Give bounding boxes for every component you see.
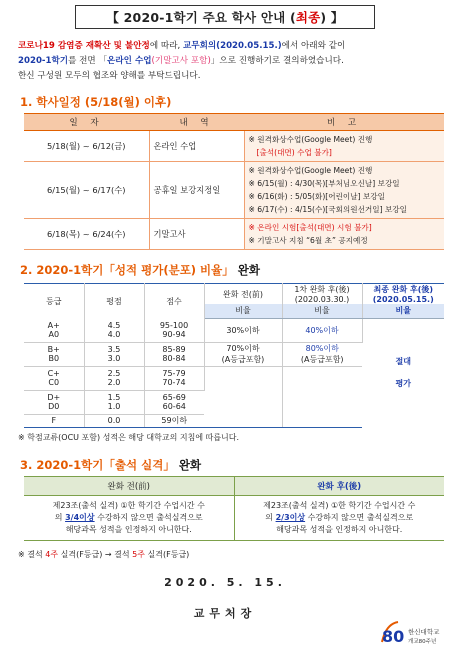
score-value: 95-100	[159, 320, 189, 330]
after-rule	[234, 495, 444, 540]
rule-line: 제23조(출석 실격) ①한 학기간 수업시간 수	[263, 500, 416, 510]
remark: ※ 기말고사 지침 “6월 초” 공지예정	[248, 236, 368, 245]
rule-text: 수강하지 않으면 출석실격으로	[305, 512, 414, 522]
final-ratio-1: 절대	[395, 356, 411, 366]
first-a-ratio: 40%이하	[282, 318, 362, 342]
attendance-table	[24, 476, 444, 541]
score-value: 59이하	[144, 414, 204, 427]
table-row	[24, 131, 444, 162]
rule-line	[241, 512, 439, 524]
logo-number: 80	[382, 627, 405, 646]
grade-value: B0	[48, 354, 60, 363]
section-sub: (5/18(월) 이후)	[84, 95, 172, 109]
title-suffix: ) 】	[320, 10, 344, 25]
point-value: 2.5	[107, 369, 121, 378]
ratio-label: 비율	[282, 304, 362, 318]
rule-text: 의	[54, 512, 66, 522]
col-score: 점수	[144, 284, 204, 319]
logo-sub: 개교80주년	[408, 639, 437, 645]
point-value: 2.0	[107, 378, 121, 387]
title-highlight: 최종	[295, 10, 321, 25]
col-date: 일 자	[24, 114, 149, 131]
point-value: 4.5	[107, 320, 121, 330]
table-row	[24, 318, 444, 342]
rule-ratio: 3/4이상	[65, 512, 95, 522]
attendance-note	[8, 549, 442, 560]
row-remarks	[244, 162, 444, 219]
score-value: 80-84	[162, 354, 186, 363]
intro-exam-included: (기말고사 포함)	[151, 56, 211, 66]
intro-text: 」으로 진행하기로 결의하였습니다.	[210, 56, 344, 66]
grade-value: B+	[47, 345, 60, 354]
section-tail: 완화	[237, 263, 261, 277]
before-b-ratio-1: 70%이하	[226, 344, 260, 353]
score-value: 60-64	[162, 402, 186, 411]
note-weeks-after: 5주	[132, 549, 145, 559]
col-first	[282, 284, 362, 305]
table-row	[24, 284, 444, 305]
remark: ※ 원격화상수업(Google Meet) 진행	[248, 135, 373, 144]
first-b-ratio	[282, 342, 362, 366]
grade-note: ※ 학점교류(OCU 포함) 성적은 해당 대학교의 지침에 따릅니다.	[18, 432, 240, 442]
intro-line-3: 한신 구성원 모두의 협조와 양해를 부탁드립니다.	[18, 71, 201, 81]
final-ratio	[362, 318, 444, 427]
intro-meeting: 교무회의(2020.05.15.)	[182, 41, 282, 51]
row-name: 온라인 수업	[149, 131, 244, 162]
section-label: 2020-1학기「출석 실격」	[36, 457, 175, 472]
score-value: 75-79	[162, 369, 186, 378]
rule-text: 의	[265, 512, 276, 522]
row-date: 6/15(월) ~ 6/17(수)	[24, 162, 149, 219]
section-3-title	[8, 457, 442, 473]
row-remarks	[244, 219, 444, 250]
grade-value: C0	[48, 378, 60, 387]
note-weeks-before: 4주	[45, 549, 59, 559]
col-after: 완화 후(後)	[234, 476, 444, 495]
section-label: 2020-1학기「성적 평가(분포) 비율」	[36, 263, 234, 277]
score-value: 85-89	[162, 345, 186, 354]
schedule-table	[24, 113, 444, 250]
title-prefix: 【 2020-1학기 주요 학사 안내 (	[106, 10, 296, 25]
intro-text: 를 전면 「	[68, 56, 108, 66]
col-point: 평점	[84, 284, 144, 319]
point-value: 3.0	[107, 354, 121, 363]
rule-line	[30, 512, 228, 524]
rule-ratio: 2/3이상	[275, 512, 306, 522]
col-name: 내 역	[149, 114, 244, 131]
point-value: 4.0	[107, 329, 121, 339]
empty-cell	[204, 366, 282, 427]
point-value: 1.5	[107, 393, 121, 402]
score-value: 70-74	[162, 378, 186, 387]
rule-line: 제23조(출석 실격) ①한 학기간 수업시간 수	[52, 500, 205, 510]
empty-cell	[282, 366, 362, 427]
col-first-date: (2020.03.30.)	[294, 295, 350, 304]
row-name: 공휴일 보강지정일	[149, 162, 244, 219]
before-a-ratio: 30%이하	[204, 318, 282, 342]
section-tail: 완화	[178, 457, 202, 472]
row-date: 5/18(월) ~ 6/12(금)	[24, 131, 149, 162]
section-1-title	[8, 94, 442, 110]
grade-value: A0	[48, 329, 60, 339]
grade-value: F	[24, 414, 84, 427]
before-b-ratio-2: (A등급포함)	[221, 355, 265, 364]
row-name: 기말고사	[149, 219, 244, 250]
section-2-title	[8, 262, 442, 278]
first-b-ratio-1: 80%이하	[305, 344, 339, 353]
note-text: ※ 결석	[18, 549, 46, 559]
before-rule	[24, 495, 234, 540]
point-value: 3.5	[107, 345, 121, 354]
intro-paragraph	[8, 39, 442, 84]
grade-value: C+	[47, 369, 60, 378]
remark: [출석(대면) 수업 불가]	[256, 148, 332, 157]
grade-table	[24, 283, 444, 428]
row-remarks	[244, 131, 444, 162]
intro-semester: 2020-1학기	[18, 56, 69, 66]
intro-covid: 코로나19 감염증 재확산 및 불안정	[18, 41, 150, 51]
score-value: 90-94	[162, 329, 186, 339]
rule-line: 해당과목 성적을 인정하지 아니한다.	[276, 524, 403, 534]
intro-text: 에서 아래와 같이	[281, 41, 346, 51]
rule-line: 해당과목 성적을 인정하지 아니한다.	[65, 524, 192, 534]
remark: ※ 6/16(화) : 5/05(화)[어린이날] 보강일	[248, 192, 385, 201]
col-final-label: 최종 완화 후(後)	[373, 285, 434, 294]
col-final-date: (2020.05.15.)	[372, 295, 434, 304]
intro-online: 온라인 수업	[107, 56, 152, 66]
intro-text: 에 따라,	[149, 41, 183, 51]
col-before: 완화 전(前)	[24, 476, 234, 495]
point-value: 0.0	[84, 414, 144, 427]
ratio-label: 비율	[362, 304, 444, 318]
col-remarks: 비 고	[244, 114, 444, 131]
col-grade: 등급	[24, 284, 84, 319]
col-final	[362, 284, 444, 305]
intro-line-1	[18, 39, 442, 54]
issuer: 교무처장	[193, 606, 257, 620]
section-number: 1.	[20, 95, 33, 109]
issue-date: 2020. 5. 15.	[164, 575, 286, 589]
section-label: 학사일정	[36, 95, 81, 109]
row-date: 6/18(목) ~ 6/24(수)	[24, 219, 149, 250]
section-number: 2.	[20, 263, 33, 277]
page-title	[75, 5, 375, 29]
remark: ※ 온라인 시험[출석(대면) 시험 불가]	[248, 223, 372, 232]
intro-line-2	[18, 54, 442, 69]
col-first-label: 1차 완화 후(後)	[294, 285, 350, 294]
table-row	[24, 495, 444, 540]
first-b-ratio-2: (A등급포함)	[300, 355, 344, 364]
remark: ※ 6/17(수) : 4/15(수)[국회의원선거일] 보강일	[248, 205, 407, 214]
rule-text: 수강하지 않으면 출석실격으로	[94, 512, 203, 522]
section-number: 3.	[20, 457, 33, 472]
table-row	[24, 162, 444, 219]
point-value: 1.0	[107, 402, 121, 411]
university-logo	[378, 616, 440, 650]
note-text: 실격(F등급) → 결석	[58, 549, 133, 559]
remark: ※ 원격화상수업(Google Meet) 진행	[248, 166, 373, 175]
logo-name: 한신대학교	[408, 628, 440, 636]
score-value: 65-69	[162, 393, 186, 402]
before-b-ratio	[204, 342, 282, 366]
logo-mark-icon	[378, 616, 440, 650]
grade-value: D0	[48, 402, 60, 411]
col-before: 완화 전(前)	[204, 284, 282, 305]
grade-value: A+	[47, 320, 60, 330]
remark: ※ 6/15(월) : 4/30(목)[부처님오신날] 보강일	[248, 179, 400, 188]
note-text: 실격(F등급)	[145, 549, 190, 559]
final-ratio-2: 평가	[395, 378, 411, 388]
table-row	[24, 219, 444, 250]
ratio-label: 비율	[204, 304, 282, 318]
grade-value: D+	[47, 393, 61, 402]
